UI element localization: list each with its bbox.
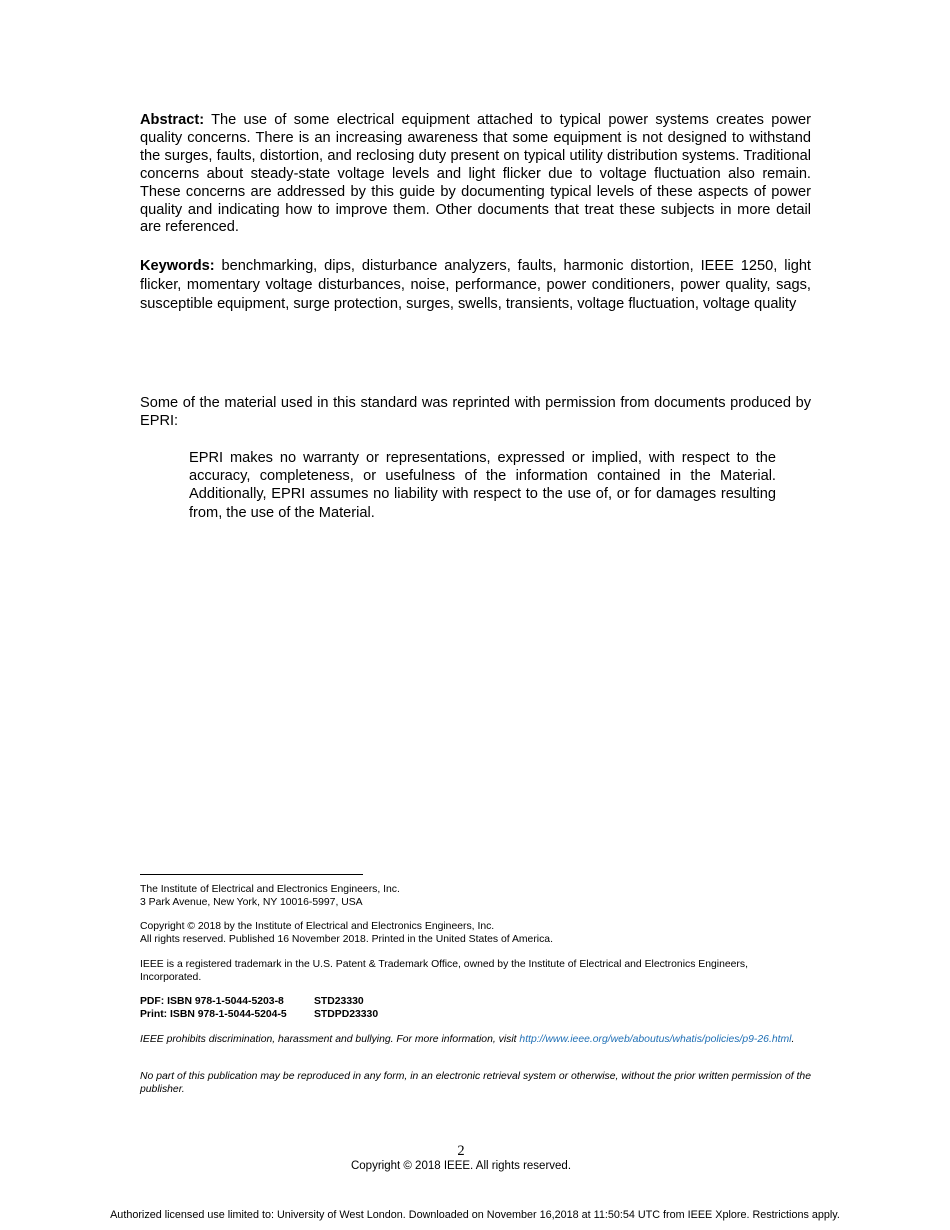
discrimination-period: . bbox=[791, 1034, 795, 1045]
epri-disclaimer-quote: EPRI makes no warranty or representations, expressed or implied, with respect to the accuracy, completeness, or usefulness of the information contained in the Material. Additionally, EPRI assumes no liability with respect to the use of, or for damages resulting from, the use of the Material. bbox=[189, 450, 776, 521]
isbn-pdf-code: STD23330 bbox=[314, 996, 364, 1007]
rights-line: All rights reserved. Published 16 November 2018. Printed in the United States of America. bbox=[140, 933, 553, 945]
page-copyright: Copyright © 2018 IEEE. All rights reserved. bbox=[350, 1160, 572, 1172]
isbn-block bbox=[140, 996, 811, 1021]
discrimination-text: IEEE prohibits discrimination, harassment and bullying. For more information, visit bbox=[140, 1034, 520, 1045]
publisher-name: The Institute of Electrical and Electronics Engineers, Inc. bbox=[140, 884, 400, 895]
trademark-notice: IEEE is a registered trademark in the U.S. Patent & Trademark Office, owned by the Institute of Electrical and Electronics Engineers, Incorporated. bbox=[140, 959, 748, 983]
permission-intro: Some of the material used in this standard was reprinted with permission from documents produced by EPRI: bbox=[140, 395, 811, 429]
copyright-block bbox=[140, 921, 811, 946]
isbn-print-code: STDPD23330 bbox=[314, 1008, 379, 1020]
keywords-text: benchmarking, dips, disturbance analyzers, faults, harmonic distortion, IEEE 1250, light flicker, momentary voltage disturbances, noise, performance, power conditioners, power quality, sags, susceptible equipment, surge protection, surges, swells, transients, voltage fluctuation, voltage quality bbox=[140, 258, 811, 312]
abstract-label: Abstract: bbox=[140, 112, 205, 128]
isbn-print-label: Print: ISBN 978-1-5044-5204-5 bbox=[140, 1008, 287, 1020]
copyright-line: Copyright © 2018 by the Institute of Electrical and Electronics Engineers, Inc. bbox=[140, 921, 495, 932]
policy-link[interactable]: http://www.ieee.org/web/aboutus/whatis/policies/p9-26.html bbox=[519, 1034, 792, 1045]
discrimination-notice bbox=[140, 1034, 811, 1047]
keywords-label: Keywords: bbox=[140, 258, 215, 274]
reproduction-notice: No part of this publication may be reproduced in any form, in an electronic retrieval system or otherwise, without the prior written permission of the publisher. bbox=[140, 1071, 811, 1095]
isbn-pdf-label: PDF: ISBN 978-1-5044-5203-8 bbox=[140, 996, 284, 1007]
abstract-text: The use of some electrical equipment attached to typical power systems creates power quality concerns. There is an increasing awareness that some equipment is not designed to withstand the surges, faults, distortion, and reclosing duty present on typical utility distribution systems. Traditional concerns about steady-state voltage levels and light flicker due to voltage fluctuation also remain. These concerns are addressed by this guide by documenting typical levels of these aspects of power quality and indicating how to improve them. Other documents that treat these subjects in more detail are referenced. bbox=[140, 112, 811, 236]
publisher-address: 3 Park Avenue, New York, NY 10016-5997, USA bbox=[140, 896, 363, 908]
isbn-print-row bbox=[140, 1009, 811, 1022]
isbn-pdf-row bbox=[140, 996, 811, 1009]
footnote-divider bbox=[140, 874, 363, 875]
keywords-paragraph bbox=[140, 257, 811, 314]
authorization-notice: Authorized licensed use limited to: University of West London. Downloaded on November 16,2018 at 11:50:54 UTC from IEEE Xplore. Restrictions apply. bbox=[110, 1209, 840, 1221]
page-number: 2 bbox=[457, 1143, 465, 1159]
publisher-block bbox=[140, 884, 811, 909]
abstract-paragraph bbox=[140, 112, 811, 237]
